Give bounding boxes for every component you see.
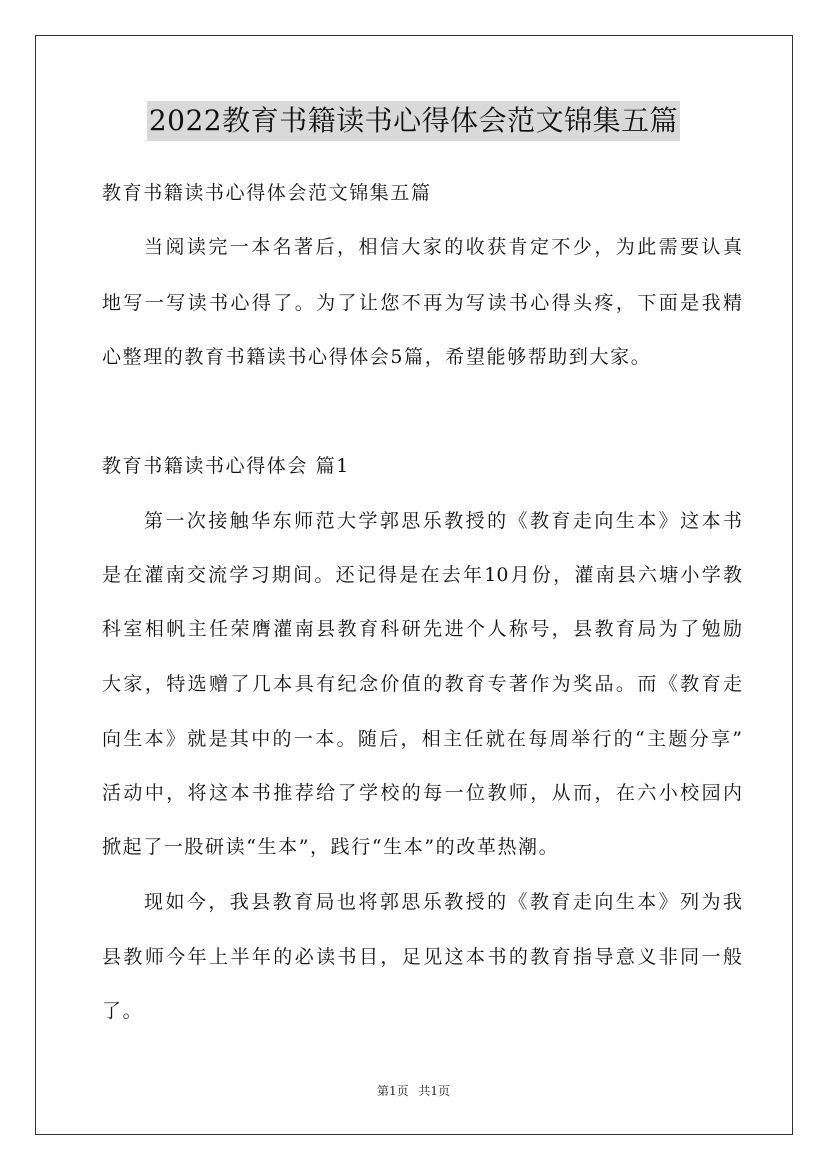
- document-title: 2022教育书籍读书心得体会范文锦集五篇: [147, 101, 680, 141]
- page-number-current: 第1页: [376, 1084, 409, 1098]
- section1-p1-line-2: 是在灌南交流学习期间。还记得是在去年10月份，灌南县六塘小学教: [102, 564, 742, 586]
- page-number-total: 共1页: [418, 1084, 451, 1098]
- section1-p1-line-7: 掀起了一股研读“生本”，践行“生本”的改革热潮。: [102, 836, 560, 858]
- intro-line-1: 当阅读完一本名著后，相信大家的收获肯定不少，为此需要认真: [144, 236, 742, 258]
- section1-p1-line-5: 向生本》就是其中的一本。随后，相主任就在每周举行的“主题分享”: [102, 728, 742, 750]
- section1-p1-line-3: 科室相帆主任荣膺灌南县教育科研先进个人称号，县教育局为了勉励: [102, 618, 742, 640]
- section1-p2-line-3: 了。: [102, 1000, 144, 1022]
- intro-line-2: 地写一写读书心得了。为了让您不再为写读书心得头疼，下面是我精: [102, 292, 742, 314]
- section1-p1-line-6: 活动中，将这本书推荐给了学校的每一位教师，从而，在六小校园内: [102, 782, 742, 804]
- section1-p2-line-1: 现如今，我县教育局也将郭思乐教授的《教育走向生本》列为我: [144, 891, 742, 913]
- section1-p1-line-1: 第一次接触华东师范大学郭思乐教授的《教育走向生本》这本书: [144, 510, 742, 532]
- document-subtitle: 教育书籍读书心得体会范文锦集五篇: [102, 182, 432, 204]
- intro-line-3: 心整理的教育书籍读书心得体会5篇，希望能够帮助到大家。: [102, 346, 652, 368]
- section1-p1-line-4: 大家，特选赠了几本具有纪念价值的教育专著作为奖品。而《教育走: [102, 673, 742, 695]
- page-footer: [0, 1083, 827, 1099]
- section1-p2-line-2: 县教师今年上半年的必读书目，足见这本书的教育指导意义非同一般: [102, 946, 742, 968]
- section1-heading: 教育书籍读书心得体会 篇1: [102, 455, 350, 477]
- title-container: [0, 101, 827, 141]
